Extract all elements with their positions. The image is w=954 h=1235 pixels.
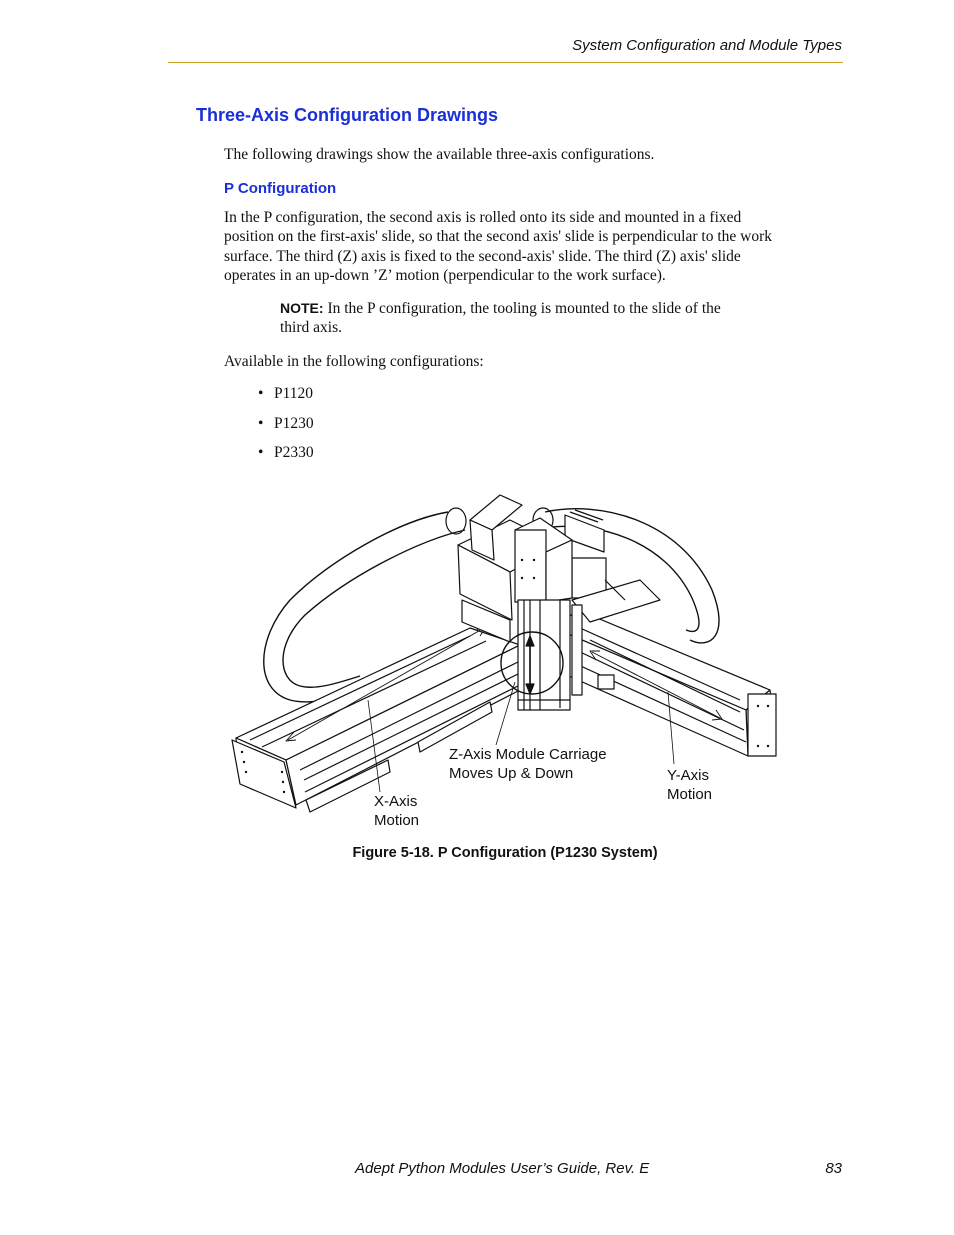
y-axis-label-line: Y-Axis (667, 767, 709, 784)
z-axis-label (449, 745, 607, 783)
section-title: Three-Axis Configuration Drawings (196, 105, 499, 125)
subsection-title: P Configuration (224, 180, 337, 197)
available-configurations-text: Available in the following configurations: (224, 353, 484, 370)
note-text: In the P configuration, the tooling is mounted to the slide of the (323, 300, 721, 317)
section-intro: The following drawings show the available three-axis configurations. (224, 146, 655, 163)
configuration-name: P1120 (274, 385, 314, 402)
note-text: third axis. (280, 319, 342, 337)
note-block (280, 299, 780, 338)
list-item (258, 385, 314, 415)
footer-title: Adept Python Modules User’s Guide, Rev. E (355, 1160, 650, 1177)
z-axis-label-line: Moves Up & Down (449, 765, 574, 782)
x-axis-label (374, 792, 419, 830)
list-item (258, 444, 314, 474)
y-axis-label-line: Motion (667, 786, 713, 803)
list-item (258, 415, 314, 445)
running-header: System Configuration and Module Types (572, 37, 842, 54)
page-number: 83 (825, 1160, 842, 1177)
paragraph-line: operates in an up-down ’Z’ motion (perpendicular to the work surface). (224, 266, 666, 284)
header-rule (168, 62, 843, 63)
x-axis-label-line: X-Axis (374, 793, 418, 810)
y-axis-label (667, 766, 712, 804)
x-axis-label-line: Motion (374, 812, 420, 829)
bullet-icon: • (258, 444, 264, 462)
bullet-icon: • (258, 385, 264, 402)
configuration-list (258, 385, 314, 474)
note-label: NOTE: (280, 300, 324, 316)
paragraph-line: surface. The third (Z) axis is fixed to the second-axis' slide. The third (Z) axis' slide (224, 247, 741, 265)
p-configuration-paragraph (224, 208, 839, 285)
configuration-name: P2330 (274, 444, 314, 462)
figure-caption: Figure 5-18. P Configuration (P1230 System) (352, 845, 658, 861)
paragraph-line: position on the first-axis' slide, so that the second axis' slide is perpendicular to the work (224, 228, 772, 246)
paragraph-line: In the P configuration, the second axis is rolled onto its side and mounted in a fixed (224, 209, 742, 226)
configuration-name: P1230 (274, 414, 314, 432)
z-axis-label-line: Z-Axis Module Carriage (449, 746, 607, 763)
bullet-icon: • (258, 414, 264, 432)
